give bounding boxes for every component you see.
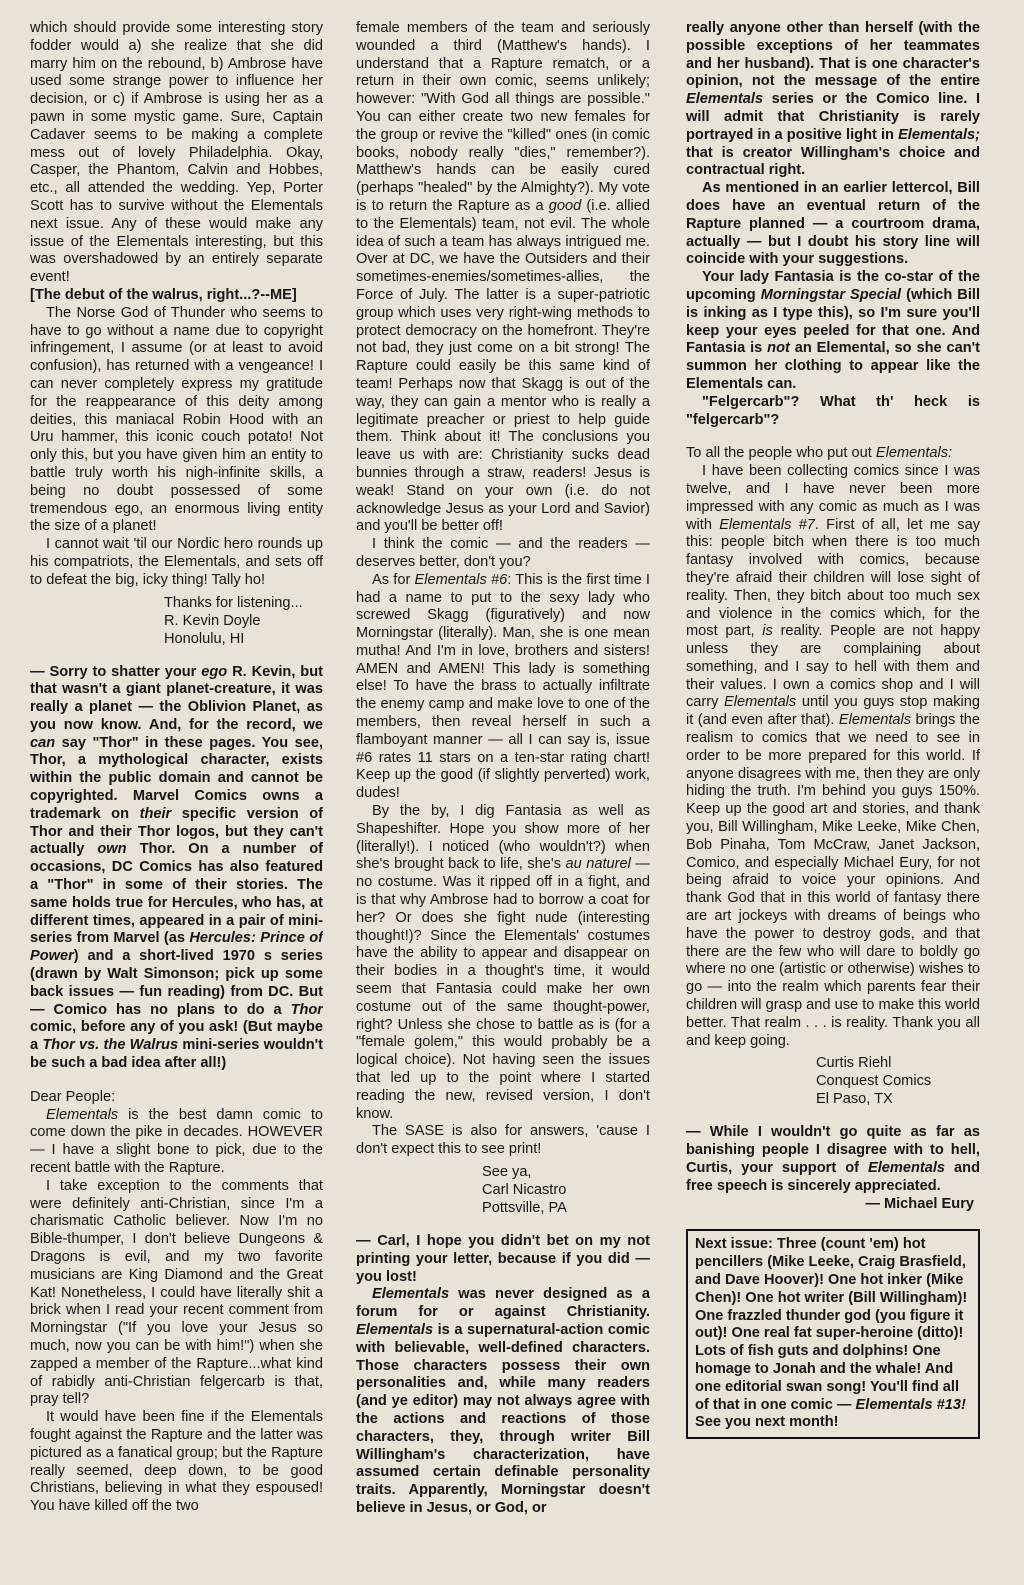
letter-paragraph: I cannot wait 'til our Nordic hero rounds up his compatriots, the Elementals, and sets off to defeat the big, icky thing! Tally ho! (30, 536, 323, 588)
editor-reply: As mentioned in an earlier lettercol, Bill does have an eventual return of the Rapture planned — a courtroom drama, actually — but I doubt his story line will coincide with your suggestions. (686, 180, 980, 268)
signature-name: R. Kevin Doyle (164, 612, 261, 629)
signature-location: Pottsville, PA (482, 1200, 567, 1216)
editor-signoff: — Michael Eury (865, 1195, 974, 1212)
letter-signature (686, 1054, 980, 1108)
letter-paragraph: I take exception to the comments that were definitely anti-Christian, since I'm a charismatic Catholic believer. Now I'm no Bible-thumper, I don't believe Dungeons & Dragons is evil, and my two favorite musicians are King Diamond and the Great Kat! Nonetheless, I could have literally shit a brick when I read your recent comment from Morningstar ("If you love your Jesus so much, now you can be with him!") when she zapped a member of the Rapture...what kind of rabidly anti-Christian felgercarb is that, pray tell? (30, 1177, 323, 1408)
column-2 (356, 20, 650, 1577)
editor-reply: — While I wouldn't go quite as far as banishing people I disagree with to hell, Curtis, your support of Elementals and free speech is sincerely appreciated. (686, 1124, 980, 1194)
signature-line: Conquest Comics (816, 1073, 932, 1090)
next-issue-box: Next issue: Three (count 'em) hot pencillers (Mike Leeke, Craig Brasfield, and Dave Hoover)! One hot inker (Mike Chen)! One hot writer (Bill Willingham)! One frazzled thunder god (you figure it out)! One real fat super-heroine (ditto)! Lots of fish guts and dolphins! One homage to Jonah and the whale! And one editorial swan song! You'll find all of that in one comic — Elementals #13! See you next month! (686, 1229, 980, 1439)
letter-signature (30, 594, 323, 648)
signature-line: Thanks for listening... (164, 594, 303, 611)
signature-name: Carl Nicastro (482, 1182, 567, 1198)
letter-salutation: Dear People: (30, 1088, 116, 1105)
letter-signature (356, 1163, 650, 1217)
letter-paragraph: As for Elementals #6: This is the first time I had a name to put to the sexy lady who screwed Skagg (figuratively) and now Morningstar (literally). Man, she is one mean mutha! And I'm in love, brothers and sisters! AMEN and AMEN! This lady is something else! To have the brass to actually infiltrate the enemy camp and make love to one of the members, then reveal herself in such a flamboyant manner — all I can say is, issue #6 rates 11 stars on a ten-star rating chart! Keep up the good (if slightly perverted) work, dudes! (356, 571, 650, 802)
signature-name: Curtis Riehl (816, 1055, 892, 1072)
editor-reply: — Carl, I hope you didn't bet on my not printing your letter, because if you did — you lost! (356, 1233, 650, 1285)
editor-reply: really anyone other than herself (with the possible exceptions of her teammates and her husband). That is one character's opinion, not the message of the entire Elementals series or the Comico line. I will admit that Christianity is rarely portrayed in a positive light in Elementals; that is creator Willingham's choice and contractual right. (686, 20, 980, 179)
column-1 (30, 20, 323, 1577)
letter-paragraph: which should provide some interesting story fodder would a) she realize that she did marry him on the rebound, b) Ambrose have used some strange power to influence her decision, or c) if Ambrose is using her as a pawn in some mystic game. Sure, Captain Cadaver seems to be making a complete mess out of lovely Philadelphia. Okay, Casper, the Phantom, Calvin and Hobbes, etc., all attended the wedding. Yep, Porter Scott has to survive without the Elementals next issue. Any of these would make any issue of the Elementals interesting, but this was overshadowed by an entirely separate event! (30, 20, 323, 286)
letter-paragraph: I have been collecting comics since I was twelve, and I have never been more impressed with any comic as much as I was with Elementals #7. First of all, let me say this: people bitch when there is too much fantasy involved with comics, because they're afraid their children will lose sight of reality. Then, they bitch about too much sex and violence in the comics which, for the most part, is reality. People are not happy unless they are complaining about something, and I say to hell with them and their values. I own a comics shop and I will carry Elementals until you guys stop making it (and even after that). Elementals brings the realism to comics that we need to see in order to be more prepared for this world. If anyone disagrees with me, then they are only hiding the truth. I'm behind you guys 150%. Keep up the good art and stories, and thank you, Bill Willingham, Mike Leeke, Mike Chen, Bob Pinaha, Tom McCraw, Janet Jackson, Comico, and especially Michael Eury, for not being afraid to voice your opinions. And thank God that in this world of fantasy there are art jockeys with dreams of beings who have the power to destroy gods, and that there are the few who will dare to boldly go where no one (artistic or otherwise) wishes to go — into the realm which parents fear their children will grasp and use to make this world better. That realm . . . is reality. Thank you all and keep going. (686, 463, 980, 1049)
column-3 (686, 20, 980, 1577)
letter-paragraph: By the by, I dig Fantasia as well as Shapeshifter. Hope you show more of her (literally!). I noticed (who wouldn't?) when she's brought back to life, she's au naturel — no costume. Was it ripped off in a fight, and is that why Ambrose had to borrow a coat for her? Or does she fight nude (interesting thought!)? Since the Elementals' costumes have the ability to appear and disappear on their bodies in a thought's time, it would seem that Fantasia could make her own costume out of the same thought-power, right? Unless she chose to battle as is (for a "female golem," this would probably be a logical choice). Not having seen the issues that led up to the point where I started reading the new, revised version, I don't know. (356, 803, 650, 1122)
signature-line: See ya, (482, 1164, 532, 1180)
letter-salutation: To all the people who put out Elementals: (686, 445, 953, 462)
letter-paragraph: I think the comic — and the readers — deserves better, don't you? (356, 536, 650, 570)
letter-paragraph: It would have been fine if the Elementals fought against the Rapture and the latter was pictured as a fanatical group; but the Rapture really seemed, deep down, to be good Christians, believing in what they espoused! You have killed off the two (30, 1409, 323, 1515)
editor-reply: — Sorry to shatter your ego R. Kevin, but that wasn't a giant planet-creature, it was really a planet — the Oblivion Planet, as you now know. And, for the record, we can say "Thor" in these pages. You see, Thor, a mythological character, exists within the public domain and cannot be copyrighted. Marvel Comics owns a trademark on their specific version of Thor and their Thor logos, but they can't actually own Thor. On a number of occasions, DC Comics has also featured a "Thor" in some of their stories. The same holds true for Hercules, who has, at different times, appeared in a pair of mini-series from Marvel (as Hercules: Prince of Power) and a short-lived 1970 s series (drawn by Walt Simonson; pick up some back issues — fun reading) from DC. But — Comico has no plans to do a Thor comic, before any of you ask! (But maybe a Thor vs. the Walrus mini-series wouldn't be such a bad idea after all!) (30, 663, 323, 1072)
editor-reply: Elementals was never designed as a forum for or against Christianity. Elementals is a supernatural-action comic with believable, well-defined characters. Those characters possess their own personalities and, while many readers (and ye editor) may not always agree with the actions and reactions of those characters, they, through writer Bill Willingham's characterization, have assumed certain definable personality traits. Apparently, Morningstar doesn't believe in Jesus, or God, or (356, 1286, 650, 1516)
signature-location: El Paso, TX (816, 1091, 893, 1108)
editor-note: [The debut of the walrus, right...?--ME] (30, 286, 297, 303)
signature-location: Honolulu, HI (164, 630, 245, 647)
letter-paragraph: The Norse God of Thunder who seems to have to go without a name due to copyright infringement, I assume (or at least to avoid confusion), has returned with a vengeance! I can never completely express my gratitude for the reappearance of this deity among deities, this maniacal Robin Hood with an Uru hammer, this iconic couch potato! Not only this, but you have given him an entity to battle truly worth his nigh-infinite skills, a being no doubt possessed of some tremendous ego, an enormous living entity the size of a planet! (30, 304, 323, 535)
letter-paragraph: female members of the team and seriously wounded a third (Matthew's hands). I understand that a Rapture rematch, or a return in their own comic, seems unlikely; however: "With God all things are possible." You can either create two new females for the group or revive the "killed" ones (in comic books, nobody really "dies," remember?). Matthew's hands can be easily cured (perhaps "healed" by the Almighty?). My vote is to return the Rapture as a good (i.e. allied to the Elementals) team, not evil. The whole idea of such a team has always intrigued me. Over at DC, we have the Outsiders and their sometimes-enemies/sometimes-allies, the Force of July. The latter is a super-patriotic group which uses very right-wing methods to protect democracy on the homefront. They're not bad, they just come on a bit strong! The Rapture could easily be this same kind of team! Perhaps now that Skagg is out of the way, they can gain a mentor who is really a legitimate preacher or priest to help guide them. Think about it! The conclusions you leave us with are: Christianity sucks dead bunnies through a straw, readers! Jesus is weak! Stand on your own (i.e. do not acknowledge Jesus as your Lord and Savior) and you'll be better off! (356, 20, 650, 535)
letter-paragraph: Elementals is the best damn comic to come down the pike in decades. HOWEVER — I have a slight bone to pick, due to the recent battle with the Rapture. (30, 1106, 323, 1177)
letter-paragraph: The SASE is also for answers, 'cause I don't expect this to see print! (356, 1123, 650, 1158)
editor-reply: "Felgercarb"? What th' heck is "felgercarb"? (686, 393, 980, 428)
editor-reply: Your lady Fantasia is the co-star of the upcoming Morningstar Special (which Bill is inking as I type this), so I'm sure you'll keep your eyes peeled for that one. And Fantasia is not an Elemental, so she can't summon her clothing to appear like the Elementals can. (686, 269, 980, 392)
